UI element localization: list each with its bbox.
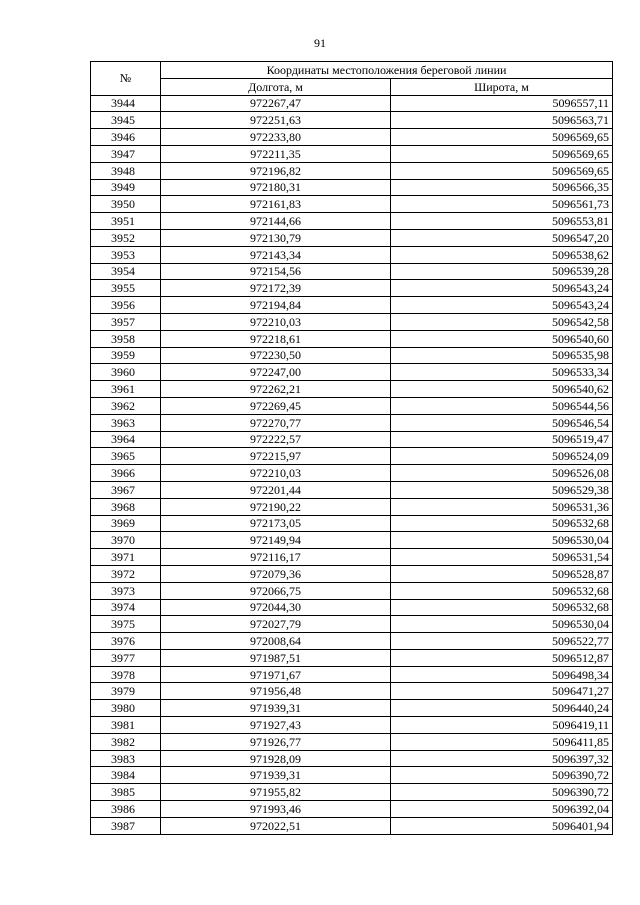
table-row — [91, 297, 613, 314]
point-number-cell: 3966 — [91, 465, 161, 482]
table-row — [91, 364, 613, 381]
latitude-cell: 5096526,08 — [391, 465, 613, 482]
coordinates-group-header: Координаты местоположения береговой линии — [161, 62, 613, 79]
longitude-cell: 972161,83 — [161, 196, 391, 213]
point-number-cell: 3960 — [91, 364, 161, 381]
latitude-cell: 5096392,04 — [391, 801, 613, 818]
longitude-cell: 972196,82 — [161, 162, 391, 179]
point-number-cell: 3968 — [91, 498, 161, 515]
longitude-cell: 971971,67 — [161, 666, 391, 683]
point-number-cell: 3954 — [91, 263, 161, 280]
table-row — [91, 229, 613, 246]
longitude-cell: 972173,05 — [161, 515, 391, 532]
table-row — [91, 112, 613, 129]
latitude-cell: 5096397,32 — [391, 750, 613, 767]
point-number-cell: 3963 — [91, 414, 161, 431]
longitude-cell: 972233,80 — [161, 129, 391, 146]
latitude-cell: 5096532,68 — [391, 599, 613, 616]
point-number-cell: 3949 — [91, 179, 161, 196]
header-row-group — [91, 62, 613, 79]
table-row — [91, 801, 613, 818]
point-number-cell: 3947 — [91, 145, 161, 162]
table-row — [91, 700, 613, 717]
table-row — [91, 750, 613, 767]
longitude-cell: 972210,03 — [161, 465, 391, 482]
table-row — [91, 481, 613, 498]
page-number: 91 — [314, 36, 326, 50]
longitude-cell: 972079,36 — [161, 565, 391, 582]
point-number-cell: 3985 — [91, 784, 161, 801]
table-row — [91, 515, 613, 532]
point-number-cell: 3944 — [91, 95, 161, 112]
table-row — [91, 95, 613, 112]
longitude-cell: 972172,39 — [161, 280, 391, 297]
latitude-cell: 5096471,27 — [391, 683, 613, 700]
shoreline-coordinates-table — [90, 61, 613, 835]
point-number-cell: 3964 — [91, 431, 161, 448]
longitude-cell: 972269,45 — [161, 397, 391, 414]
table-row — [91, 431, 613, 448]
point-number-cell: 3982 — [91, 733, 161, 750]
table-row — [91, 129, 613, 146]
point-number-cell: 3955 — [91, 280, 161, 297]
latitude-cell: 5096563,71 — [391, 112, 613, 129]
point-number-cell: 3983 — [91, 750, 161, 767]
longitude-cell: 972149,94 — [161, 532, 391, 549]
point-number-cell: 3962 — [91, 397, 161, 414]
point-number-cell: 3980 — [91, 700, 161, 717]
table-row — [91, 145, 613, 162]
longitude-cell: 972116,17 — [161, 549, 391, 566]
point-number-cell: 3948 — [91, 162, 161, 179]
table-row — [91, 599, 613, 616]
number-column-header: № — [91, 62, 161, 96]
table-row — [91, 263, 613, 280]
longitude-cell: 972066,75 — [161, 582, 391, 599]
longitude-cell: 971993,46 — [161, 801, 391, 818]
longitude-cell: 972190,22 — [161, 498, 391, 515]
table-row — [91, 465, 613, 482]
table-row — [91, 683, 613, 700]
longitude-cell: 972267,47 — [161, 95, 391, 112]
point-number-cell: 3957 — [91, 313, 161, 330]
point-number-cell: 3970 — [91, 532, 161, 549]
table-row — [91, 666, 613, 683]
point-number-cell: 3981 — [91, 717, 161, 734]
latitude-cell: 5096557,11 — [391, 95, 613, 112]
latitude-cell: 5096522,77 — [391, 633, 613, 650]
latitude-cell: 5096542,58 — [391, 313, 613, 330]
point-number-cell: 3951 — [91, 213, 161, 230]
point-number-cell: 3953 — [91, 246, 161, 263]
point-number-cell: 3971 — [91, 549, 161, 566]
latitude-cell: 5096519,47 — [391, 431, 613, 448]
latitude-column-header: Широта, м — [391, 78, 613, 95]
point-number-cell: 3958 — [91, 330, 161, 347]
latitude-cell: 5096539,28 — [391, 263, 613, 280]
latitude-cell: 5096498,34 — [391, 666, 613, 683]
point-number-cell: 3978 — [91, 666, 161, 683]
point-number-cell: 3946 — [91, 129, 161, 146]
table-row — [91, 532, 613, 549]
latitude-cell: 5096411,85 — [391, 733, 613, 750]
point-number-cell: 3984 — [91, 767, 161, 784]
table-row — [91, 717, 613, 734]
table-row — [91, 179, 613, 196]
latitude-cell: 5096390,72 — [391, 767, 613, 784]
longitude-cell: 972222,57 — [161, 431, 391, 448]
latitude-cell: 5096540,60 — [391, 330, 613, 347]
table-row — [91, 582, 613, 599]
table-row — [91, 448, 613, 465]
longitude-cell: 971939,31 — [161, 700, 391, 717]
latitude-cell: 5096540,62 — [391, 381, 613, 398]
point-number-cell: 3979 — [91, 683, 161, 700]
latitude-cell: 5096569,65 — [391, 162, 613, 179]
longitude-cell: 972218,61 — [161, 330, 391, 347]
latitude-cell: 5096535,98 — [391, 347, 613, 364]
point-number-cell: 3959 — [91, 347, 161, 364]
longitude-cell: 972270,77 — [161, 414, 391, 431]
latitude-cell: 5096547,20 — [391, 229, 613, 246]
longitude-cell: 972144,66 — [161, 213, 391, 230]
latitude-cell: 5096532,68 — [391, 582, 613, 599]
longitude-cell: 971956,48 — [161, 683, 391, 700]
table-row — [91, 196, 613, 213]
latitude-cell: 5096524,09 — [391, 448, 613, 465]
longitude-cell: 972247,00 — [161, 364, 391, 381]
table-row — [91, 381, 613, 398]
table-row — [91, 616, 613, 633]
point-number-cell: 3986 — [91, 801, 161, 818]
longitude-cell: 972251,63 — [161, 112, 391, 129]
table-row — [91, 498, 613, 515]
latitude-cell: 5096530,04 — [391, 532, 613, 549]
latitude-cell: 5096401,94 — [391, 817, 613, 834]
latitude-cell: 5096546,54 — [391, 414, 613, 431]
latitude-cell: 5096533,34 — [391, 364, 613, 381]
latitude-cell: 5096419,11 — [391, 717, 613, 734]
longitude-cell: 972211,35 — [161, 145, 391, 162]
longitude-cell: 972201,44 — [161, 481, 391, 498]
longitude-cell: 972143,34 — [161, 246, 391, 263]
latitude-cell: 5096538,62 — [391, 246, 613, 263]
latitude-cell: 5096543,24 — [391, 297, 613, 314]
point-number-cell: 3961 — [91, 381, 161, 398]
point-number-cell: 3965 — [91, 448, 161, 465]
longitude-column-header: Долгота, м — [161, 78, 391, 95]
longitude-cell: 972180,31 — [161, 179, 391, 196]
point-number-cell: 3952 — [91, 229, 161, 246]
table-row — [91, 414, 613, 431]
table-row — [91, 347, 613, 364]
table-row — [91, 784, 613, 801]
table-row — [91, 633, 613, 650]
table-row — [91, 817, 613, 834]
longitude-cell: 972027,79 — [161, 616, 391, 633]
latitude-cell: 5096528,87 — [391, 565, 613, 582]
longitude-cell: 971955,82 — [161, 784, 391, 801]
table-row — [91, 549, 613, 566]
longitude-cell: 972210,03 — [161, 313, 391, 330]
table-row — [91, 213, 613, 230]
table-body — [91, 95, 613, 834]
table-row — [91, 280, 613, 297]
longitude-cell: 972154,56 — [161, 263, 391, 280]
latitude-cell: 5096543,24 — [391, 280, 613, 297]
table-row — [91, 649, 613, 666]
point-number-cell: 3977 — [91, 649, 161, 666]
longitude-cell: 972262,21 — [161, 381, 391, 398]
table-row — [91, 733, 613, 750]
longitude-cell: 971926,77 — [161, 733, 391, 750]
longitude-cell: 972044,30 — [161, 599, 391, 616]
latitude-cell: 5096531,54 — [391, 549, 613, 566]
longitude-cell: 972215,97 — [161, 448, 391, 465]
latitude-cell: 5096532,68 — [391, 515, 613, 532]
latitude-cell: 5096440,24 — [391, 700, 613, 717]
point-number-cell: 3974 — [91, 599, 161, 616]
latitude-cell: 5096390,72 — [391, 784, 613, 801]
point-number-cell: 3950 — [91, 196, 161, 213]
point-number-cell: 3956 — [91, 297, 161, 314]
longitude-cell: 971928,09 — [161, 750, 391, 767]
longitude-cell: 972230,50 — [161, 347, 391, 364]
latitude-cell: 5096561,73 — [391, 196, 613, 213]
table-row — [91, 397, 613, 414]
point-number-cell: 3945 — [91, 112, 161, 129]
point-number-cell: 3976 — [91, 633, 161, 650]
longitude-cell: 972130,79 — [161, 229, 391, 246]
latitude-cell: 5096531,36 — [391, 498, 613, 515]
longitude-cell: 972194,84 — [161, 297, 391, 314]
table-row — [91, 767, 613, 784]
table-row — [91, 162, 613, 179]
longitude-cell: 972008,64 — [161, 633, 391, 650]
point-number-cell: 3973 — [91, 582, 161, 599]
table-row — [91, 313, 613, 330]
latitude-cell: 5096566,35 — [391, 179, 613, 196]
latitude-cell: 5096553,81 — [391, 213, 613, 230]
latitude-cell: 5096569,65 — [391, 129, 613, 146]
table-header — [91, 62, 613, 96]
point-number-cell: 3967 — [91, 481, 161, 498]
point-number-cell: 3975 — [91, 616, 161, 633]
latitude-cell: 5096512,87 — [391, 649, 613, 666]
latitude-cell: 5096530,04 — [391, 616, 613, 633]
point-number-cell: 3969 — [91, 515, 161, 532]
table-row — [91, 246, 613, 263]
latitude-cell: 5096529,38 — [391, 481, 613, 498]
point-number-cell: 3987 — [91, 817, 161, 834]
longitude-cell: 971939,31 — [161, 767, 391, 784]
latitude-cell: 5096544,56 — [391, 397, 613, 414]
longitude-cell: 972022,51 — [161, 817, 391, 834]
latitude-cell: 5096569,65 — [391, 145, 613, 162]
longitude-cell: 971987,51 — [161, 649, 391, 666]
point-number-cell: 3972 — [91, 565, 161, 582]
table-row — [91, 565, 613, 582]
longitude-cell: 971927,43 — [161, 717, 391, 734]
header-row-columns — [91, 78, 613, 95]
table-row — [91, 330, 613, 347]
